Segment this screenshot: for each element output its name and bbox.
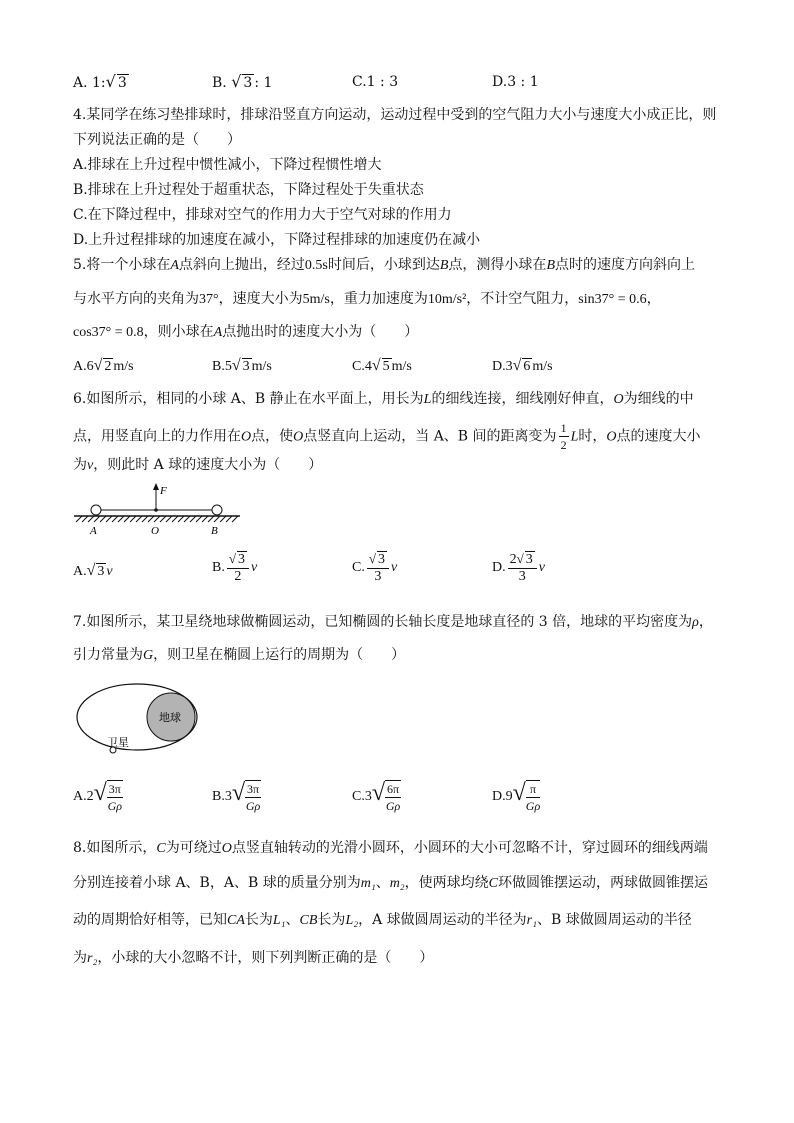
q7-stem-line-2: 引力常量为G，则卫星在椭圆上运行的周期为（ ） <box>73 647 406 663</box>
q6-option-b[interactable]: B. $\frac{√ 3}{2}$ v <box>212 551 258 584</box>
q4-stem-line-2: 下列说法正确的是（ ） <box>73 132 241 148</box>
q7-stem-line-1: 7.如图所示，某卫星绕地球做椭圆运动，已知椭圆的长轴长度是地球直径的 3 倍，地球的平均密度为ρ， <box>73 614 713 630</box>
label-f: F <box>160 485 167 497</box>
q4-option-a[interactable]: A.排球在上升过程中惯性减小，下降过程惯性增大 <box>73 157 382 173</box>
label-a: A <box>90 525 97 537</box>
q6-figure <box>70 478 245 540</box>
q7-option-a[interactable]: A.2√ $\frac{3\pi}{G\rho}$ <box>73 780 123 813</box>
q6-option-a[interactable]: A.√ 3 v <box>73 562 113 579</box>
q7-option-d[interactable]: D.9√ $\frac{\pi}{G\rho}$ <box>492 780 541 813</box>
q5-option-d[interactable]: D.3√ 6 m/s <box>492 357 553 374</box>
label-b: B <box>211 525 218 537</box>
ground-hatching <box>76 516 238 522</box>
q5-stem-line-1: 5.将一个小球在A点斜向上抛出，经过0.5s时间后，小球到达B点，测得小球在B点时的速度方向斜向上 <box>73 257 695 273</box>
q4-option-c[interactable]: C.在下降过程中，排球对空气的作用力大于空气对球的作用力 <box>73 207 452 223</box>
q8-stem-line-3: 动的周期恰好相等，已知CA长为L₁、CB长为L₂，A 球做圆周运动的半径为r₁、B 球做圆周运动的半径 <box>73 912 692 928</box>
q5-option-c[interactable]: C.4√ 5 m/s <box>352 357 412 374</box>
q4-option-b[interactable]: B.排球在上升过程处于超重状态，下降过程处于失重状态 <box>73 182 424 198</box>
q6-option-c[interactable]: C. $\frac{√ 3}{3}$ v <box>352 551 398 584</box>
q5-stem-line-3: cos37° = 0.8，则小球在A点抛出时的速度大小为（ ） <box>73 324 419 340</box>
q3-option-b[interactable]: B. √ 3 : 1 <box>212 72 273 91</box>
q4-stem-line-1: 4.某同学在练习垫排球时，排球沿竖直方向运动，运动过程中受到的空气阻力大小与速度大小成正比，则 <box>73 107 717 123</box>
q3-option-d[interactable]: D.3 : 1 <box>492 74 539 90</box>
q6-stem-line-1: 6.如图所示，相同的小球 A、B 静止在水平面上，用长为L的细线连接，细线刚好伸直，O为细线的中 <box>73 391 694 407</box>
q7-option-c[interactable]: C.3√ $\frac{6\pi}{G\rho}$ <box>352 780 401 813</box>
satellite-label: 卫星 <box>107 737 129 749</box>
label-o: O <box>151 525 159 537</box>
q5-option-a[interactable]: A.6√ 2 m/s <box>73 357 134 374</box>
q5-stem-line-2: 与水平方向的夹角为37°，速度大小为5m/s，重力加速度为10m/s²，不计空气阻力，sin37° = 0.6， <box>73 291 661 307</box>
q3-option-a[interactable]: A. 1:√ 3 <box>73 72 127 91</box>
q8-stem-line-1: 8.如图所示，C为可绕过O点竖直轴转动的光滑小圆环，小圆环的大小可忽略不计，穿过圆环的细线两端 <box>73 840 708 856</box>
ball-b <box>212 505 222 515</box>
q4-option-d[interactable]: D.上升过程排球的加速度在减小，下降过程排球的加速度仍在减小 <box>73 232 481 248</box>
earth-label: 地球 <box>159 712 181 724</box>
fraction-half: $\frac{1}{2}$ <box>560 421 567 452</box>
force-arrowhead <box>153 483 159 490</box>
q7-option-b[interactable]: B.3√ $\frac{3\pi}{G\rho}$ <box>212 780 261 813</box>
q5-option-b[interactable]: B.5√ 3 m/s <box>212 357 272 374</box>
q8-stem-line-2: 分别连接着小球 A、B，A、B 球的质量分别为m₁、m₂，使两球均绕C环做圆锥摆运动，两球做圆锥摆运 <box>73 875 709 891</box>
q8-stem-line-4: 为r₂，小球的大小忽略不计，则下列判断正确的是（ ） <box>73 950 434 966</box>
q3-option-c[interactable]: C.1 : 3 <box>352 74 399 90</box>
q6-stem-line-2: 点，用竖直向上的力作用在O点，使O点竖直向上运动，当 A、B 间的距离变为 $\frac{1}{2}$ L时，O点的速度大小 <box>73 421 701 452</box>
q6-stem-line-3: 为v，则此时 A 球的速度大小为（ ） <box>73 457 323 473</box>
q7-figure <box>70 680 205 760</box>
q6-option-d[interactable]: D. $\frac{2√ 3}{3}$ v <box>492 551 545 584</box>
ball-a <box>91 505 101 515</box>
